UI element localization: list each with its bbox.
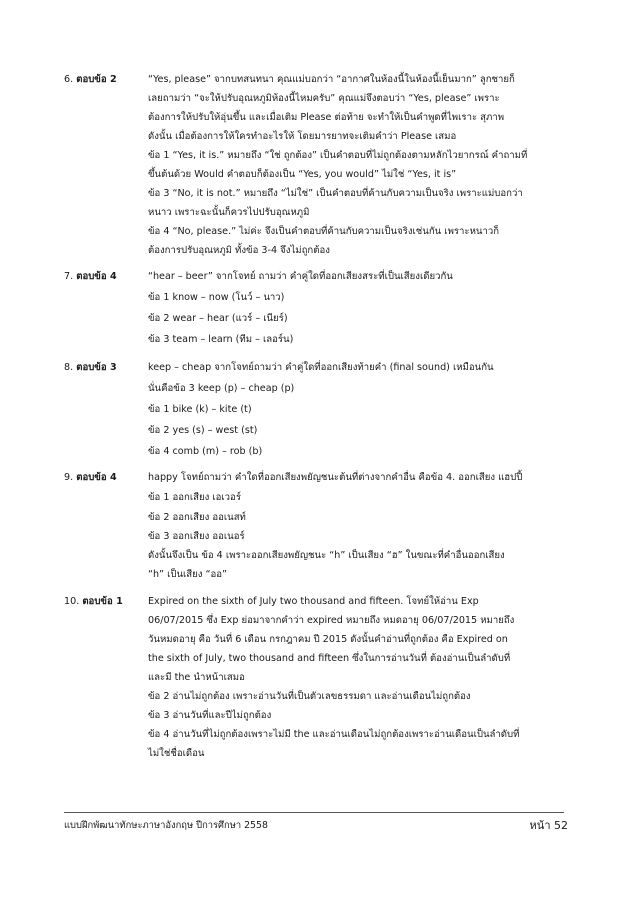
footer-divider [64, 812, 564, 813]
text-line: ไม่ใช่ชื่อเดือน [148, 748, 205, 759]
text-line: ข้อ 3 team – learn (ทีม – เลอร์น) [148, 334, 294, 345]
text-line: “Yes, please” จากบทสนทนา คุณแม่บอกว่า “อากาศในห้องนี้ในห้องนี้เย็นมาก” ลูกชายก็ [148, 74, 515, 85]
text-line: “hear – beer” จากโจทย์ ถามว่า คำคู่ใดที่ออกเสียงสระที่เป็นเสียงเดียวกัน [148, 271, 453, 282]
text-line: ข้อ 2 yes (s) – west (st) [148, 425, 258, 436]
text-line: ข้อ 1 know – now (โนว์ – นาว) [148, 292, 285, 303]
text-line: ข้อ 1 ออกเสียง เอเวอร์ [148, 492, 241, 503]
text-line: ข้อ 2 อ่านไม่ถูกต้อง เพราะอ่านวันที่เป็นตัวเลขธรรมดา และอ่านเดือนไม่ถูกต้อง [148, 691, 471, 702]
text-line: “h” เป็นเสียง “ออ” [148, 569, 227, 580]
text-line: วันหมดอายุ คือ วันที่ 6 เดือน กรกฎาคม ปี 2015 ดังนั้นคำอ่านที่ถูกต้อง คือ Expired on [148, 634, 508, 645]
text-line: Expired on the sixth of July two thousand and fifteen. โจทย์ให้อ่าน Exp [148, 596, 479, 607]
text-line: ข้อ 3 ออกเสียง ออเนอร์ [148, 531, 245, 542]
page-number: หน้า 52 [529, 819, 568, 832]
text-line: ข้อ 4 comb (m) – rob (b) [148, 446, 263, 457]
text-line: ขึ้นต้นด้วย Would คำตอบก็ต้องเป็น “Yes, you would” ไม่ใช่ “Yes, it is” [148, 169, 457, 180]
answer-label: ตอบข้อ 1 [82, 596, 123, 607]
text-line: และมี the นำหน้าเสมอ [148, 672, 245, 683]
item-number: 6. [64, 74, 74, 85]
text-line: ข้อ 1 bike (k) – kite (t) [148, 404, 252, 415]
text-line: หนาว เพราะฉะนั้นก็ควรไปปรับอุณหภูมิ [148, 207, 310, 218]
text-line: ดังนั้นจึงเป็น ข้อ 4 เพราะออกเสียงพยัญชนะ “h” เป็นเสียง “ฮ” ในขณะที่คำอื่นออกเสียง [148, 550, 505, 561]
text-line: happy โจทย์ถามว่า คำใดที่ออกเสียงพยัญชนะต้นที่ต่างจากคำอื่น คือข้อ 4. ออกเสียง แฮปปี้ [148, 472, 523, 483]
item-number: 8. [64, 362, 74, 373]
text-line: ข้อ 3 “No, it is not.” หมายถึง “ไม่ใช่” เป็นคำตอบที่ค้านกับความเป็นจริง เพราะแม่บอกว่า [148, 188, 523, 199]
text-line: ข้อ 2 wear – hear (แวร์ – เนียร์) [148, 313, 288, 324]
text-line: keep – cheap จากโจทย์ถามว่า คำคู่ใดที่ออกเสียงท้ายคำ (final sound) เหมือนกัน [148, 362, 494, 373]
item-10-number-line [64, 595, 123, 609]
text-line: ข้อ 4 อ่านวันที่ไม่ถูกต้องเพราะไม่มี the และอ่านเดือนไม่ถูกต้องเพราะอ่านเดือนเป็นลำดับที่ [148, 729, 520, 740]
text-line: ต้องการปรับอุณหภูมิ ทั้งข้อ 3-4 จึงไม่ถูกต้อง [148, 245, 330, 256]
item-6-number-line [64, 73, 117, 87]
item-number: 10. [64, 596, 80, 607]
answer-label: ตอบข้อ 3 [76, 362, 117, 373]
answer-label: ตอบข้อ 4 [76, 472, 117, 483]
answer-label: ตอบข้อ 2 [76, 74, 117, 85]
text-line: เลยถามว่า “จะให้ปรับอุณหภูมิห้องนี้ไหมครับ” คุณแม่จึงตอบว่า “Yes, please” เพราะ [148, 93, 500, 104]
footer-title: แบบฝึกพัฒนาทักษะภาษาอังกฤษ ปีการศึกษา 2558 [64, 820, 268, 831]
item-7-number-line [64, 270, 117, 284]
text-line: นั่นคือข้อ 3 keep (p) – cheap (p) [148, 383, 295, 394]
text-line: ต้องการให้ปรับให้อุ่นขึ้น และเมื่อเติม Please ต่อท้าย จะทำให้เป็นคำพูดที่ไพเราะ สุภาพ [148, 112, 505, 123]
text-line: ข้อ 2 ออกเสียง ออเนสท์ [148, 512, 246, 523]
text-line: ข้อ 4 “No, please.” ไม่ค่ะ จึงเป็นคำตอบที่ค้านกับความเป็นจริงเช่นกัน เพราะหนาวก็ [148, 226, 500, 237]
text-line: the sixth of July, two thousand and fifteen ซึ่งในการอ่านวันที่ ต้องอ่านเป็นลำดับที่ [148, 653, 511, 664]
item-number: 7. [64, 271, 74, 282]
text-line: ข้อ 3 อ่านวันที่และปีไม่ถูกต้อง [148, 710, 272, 721]
text-line: ข้อ 1 “Yes, it is.” หมายถึง “ใช่ ถูกต้อง” เป็นคำตอบที่ไม่ถูกต้องตามหลักไวยากรณ์ คำถามที่ [148, 150, 528, 161]
item-9-number-line [64, 471, 117, 485]
answer-label: ตอบข้อ 4 [76, 271, 117, 282]
text-line: 06/07/2015 ซึ่ง Exp ย่อมาจากคำว่า expired หมายถึง หมดอายุ 06/07/2015 หมายถึง [148, 615, 515, 626]
text-line: ดังนั้น เมื่อต้องการให้ใครทำอะไรให้ โดยมารยาทจะเติมคำว่า Please เสมอ [148, 131, 457, 142]
item-number: 9. [64, 472, 74, 483]
item-8-number-line [64, 361, 117, 375]
